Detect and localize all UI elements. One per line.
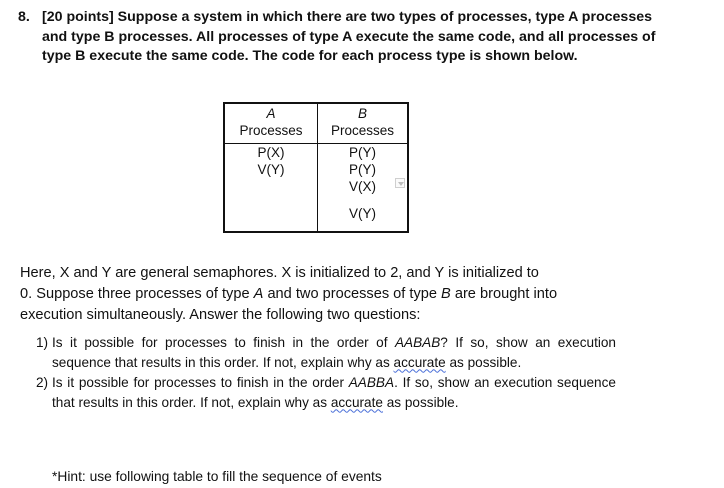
question-line-3: type B execute the same code. The code for each process type is shown below. (42, 48, 578, 64)
code-cell-b-content (318, 144, 407, 222)
code-line: P(Y) (349, 145, 376, 160)
code-line: V(Y) (257, 162, 285, 177)
table-header-row (224, 103, 408, 144)
sub-question-number: 1) (36, 335, 49, 350)
sub-question-mid: . If so, show an execution sequence that results in this order. If not, explain why as (52, 375, 616, 410)
finish-order: AABBA (348, 375, 395, 390)
question-number: 8. (18, 9, 30, 25)
code-line: P(X) (257, 145, 285, 160)
intro-paragraph (20, 263, 620, 326)
code-gap (318, 195, 407, 205)
sub-question-text (52, 373, 616, 412)
hint-text: *Hint: use following table to fill the sequence of events (52, 469, 382, 484)
intro-line-2-start: 0. Suppose three processes of type (20, 286, 254, 302)
code-cell-a (224, 144, 318, 233)
question-text (42, 8, 698, 67)
sub-question-post: as possible. (445, 354, 522, 370)
header-letter-b: B (357, 106, 367, 121)
sub-question-post: as possible. (382, 394, 459, 410)
question-line-2: and type B processes. All processes of type A execute the same code, and all processes of (42, 28, 656, 45)
code-line: V(Y) (349, 206, 376, 221)
header-label-a: Processes (239, 123, 303, 138)
spellcheck-underlined-word: accurate (330, 394, 383, 410)
code-line: V(X) (349, 179, 376, 194)
process-code-table (223, 102, 409, 233)
header-cell-b (318, 103, 409, 144)
sub-question-text (52, 333, 616, 372)
sub-question-pre: Is it possible for processes to finish in the order of (52, 335, 395, 350)
code-cell-b (318, 144, 409, 233)
spellcheck-underlined-word: accurate (393, 354, 446, 370)
intro-line-1: Here, X and Y are general semaphores. X is initialized to 2, and Y is initialized to (20, 265, 539, 281)
intro-line-2-mid: and two processes of type (263, 286, 442, 302)
sub-question-number: 2) (36, 375, 49, 390)
question-line-1: [20 points] Suppose a system in which there are two types of processes, type A processes (42, 9, 652, 25)
sub-question-mid: ? If so, show an execution sequence that results in this order. If not, explain why as (52, 335, 616, 370)
header-cell-a (224, 103, 318, 144)
type-a-italic: A (253, 286, 264, 302)
sub-question-2 (36, 373, 616, 412)
dropdown-arrow-icon[interactable] (395, 178, 405, 188)
code-line: P(Y) (349, 162, 376, 177)
table-body-row (224, 144, 408, 233)
sub-question-pre: Is it possible for processes to finish in the order (52, 375, 349, 390)
intro-line-2-end: are brought into (450, 286, 558, 302)
header-label-b: Processes (330, 123, 395, 138)
finish-order: AABAB (394, 335, 441, 350)
header-letter-a: A (266, 106, 276, 121)
question-heading (18, 8, 698, 67)
sub-question-1 (36, 333, 616, 372)
intro-line-3: execution simultaneously. Answer the following two questions: (20, 307, 421, 323)
type-b-italic: B (441, 286, 451, 302)
